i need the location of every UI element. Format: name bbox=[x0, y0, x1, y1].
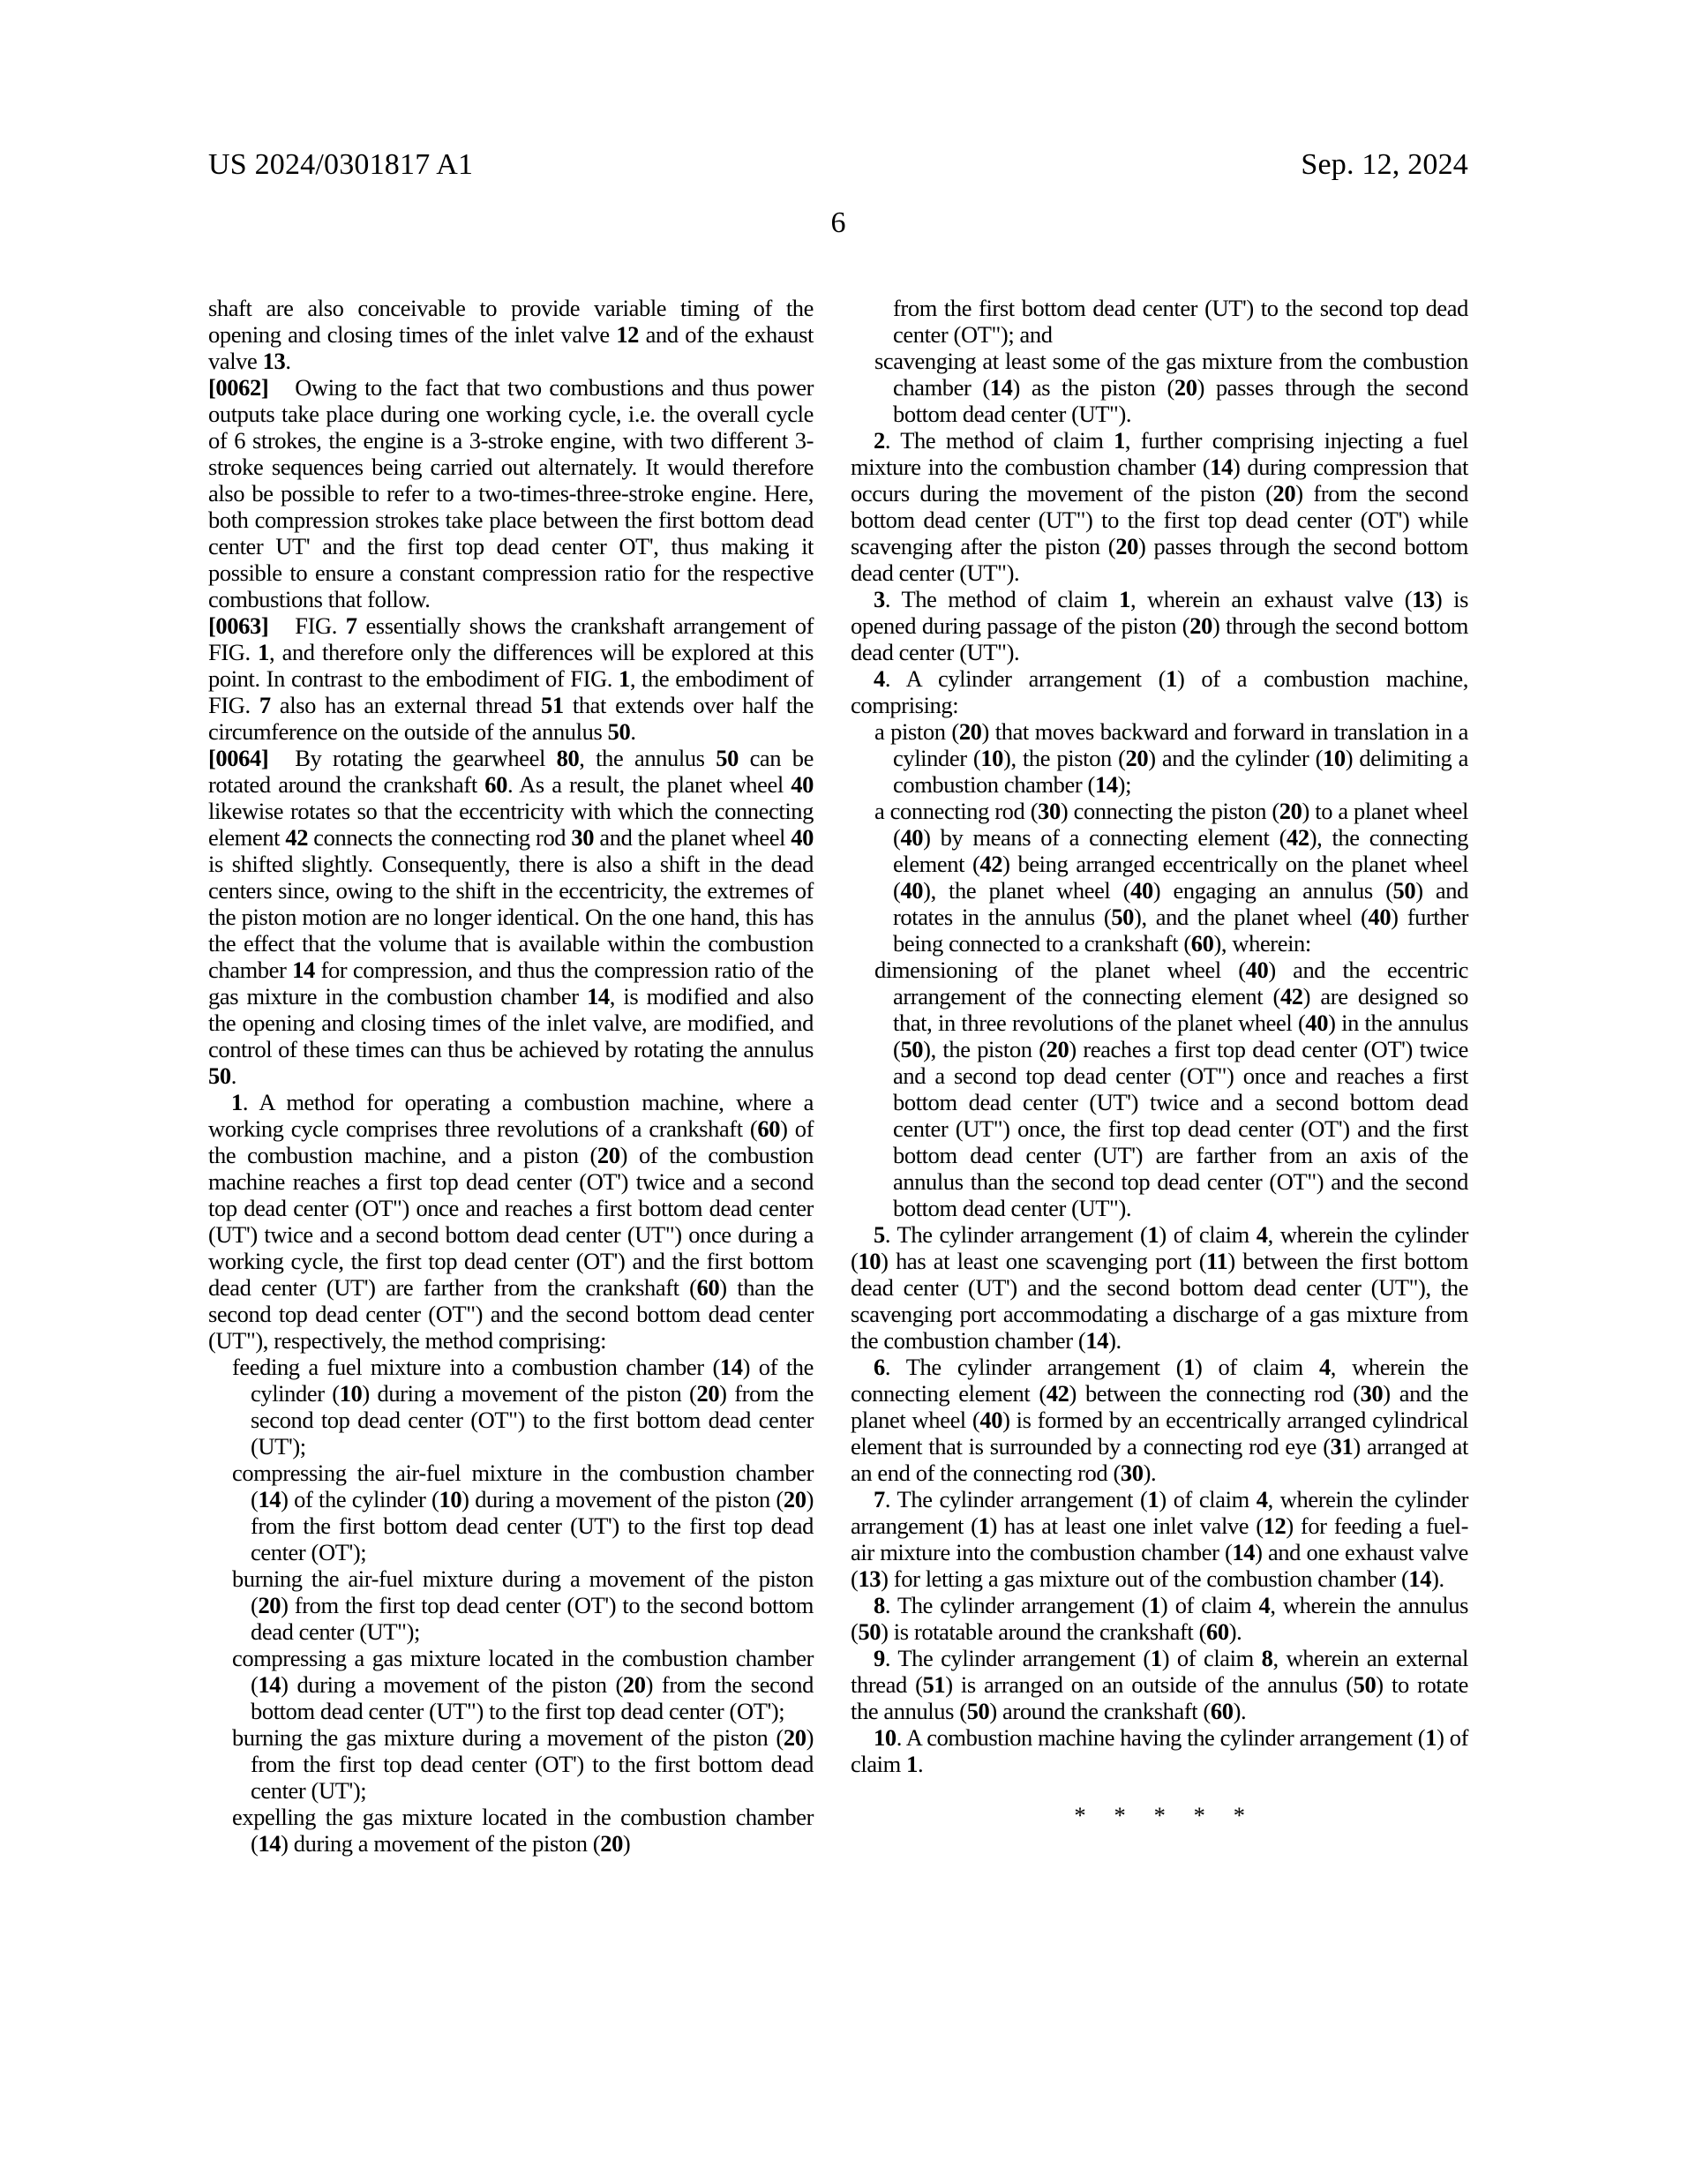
claim-clause: a connecting rod (30) connecting the piston (20) to a planet wheel (40) by means of a connecting element (42), the connecting element (42) being arranged eccentrically on the planet wheel (40), the planet wheel (40) engaging an annulus (50) and rotates in the annulus (50), and the planet wheel (40) further being connected to a crankshaft (60), wherein: bbox=[874, 798, 1468, 957]
publication-number: US 2024/0301817 A1 bbox=[208, 148, 474, 181]
right-column bbox=[851, 295, 1468, 1828]
claim-paragraph: 9. The cylinder arrangement (1) of claim 8, wherein an external thread (51) is arranged on an outside of the annulus (50) to rotate the annulus (50) around the crankshaft (60). bbox=[851, 1645, 1468, 1724]
body-paragraph: shaft are also conceivable to provide variable timing of the opening and closing times of the inlet valve 12 and of the exhaust valve 13. bbox=[208, 295, 814, 374]
claim-clause: from the first bottom dead center (UT') to the second top dead center (OT"); and bbox=[893, 295, 1468, 348]
paragraph-tag: [0063] bbox=[208, 612, 269, 639]
claim-paragraph: 8. The cylinder arrangement (1) of claim 4, wherein the annulus (50) is rotatable around the crankshaft (60). bbox=[851, 1592, 1468, 1645]
claim-paragraph: 10. A combustion machine having the cylinder arrangement (1) of claim 1. bbox=[851, 1724, 1468, 1777]
claim-clause: burning the gas mixture during a movement of the piston (20) from the first top dead center (OT') to the first bottom dead center (UT'); bbox=[232, 1724, 814, 1804]
numbered-paragraph: [0062] Owing to the fact that two combustions and thus power outputs take place during one working cycle, i.e. the overall cycle of 6 strokes, the engine is a 3-stroke engine, with two different 3-stroke sequences being carried out alternately. It would therefore also be possible to refer to a two-times-three-stroke engine. Here, both compression strokes take place between the first bottom dead center UT' and the first top dead center OT', thus making it possible to ensure a constant compression ratio for the respective combustions that follow. bbox=[208, 374, 814, 612]
claim-clause: scavenging at least some of the gas mixture from the combustion chamber (14) as the piston (20) passes through the second bottom dead center (UT"). bbox=[874, 348, 1469, 427]
claim-clause: expelling the gas mixture located in the combustion chamber (14) during a movement of the piston (20) bbox=[232, 1804, 814, 1857]
end-of-claims-marker: * * * * * bbox=[1074, 1802, 1245, 1828]
claim-clause: compressing a gas mixture located in the combustion chamber (14) during a movement of the piston (20) from the second bottom dead center (UT") to the first top dead center (OT'); bbox=[232, 1645, 814, 1724]
claim-clause: burning the air-fuel mixture during a movement of the piston (20) from the first top dead center (OT') to the second bottom dead center (UT"); bbox=[232, 1565, 814, 1645]
claim-clause: dimensioning of the planet wheel (40) and the eccentric arrangement of the connecting element (42) are designed so that, in three revolutions of the planet wheel (40) in the annulus (50), the piston (20) reaches a first top dead center (OT') twice and a second top dead center (OT") once and reaches a first bottom dead center (UT') twice and a second bottom dead center (UT") once, the first top dead center (OT') and the first bottom dead center (UT') are farther from an axis of the annulus than the second top dead center (OT") and the second bottom dead center (UT"). bbox=[874, 957, 1468, 1221]
page-header bbox=[208, 148, 1468, 182]
claim-paragraph: 4. A cylinder arrangement (1) of a combustion machine, comprising: bbox=[851, 665, 1469, 718]
page-number: 6 bbox=[830, 206, 846, 239]
claim-paragraph: 7. The cylinder arrangement (1) of claim 4, wherein the cylinder arrangement (1) has at least one inlet valve (12) for feeding a fuel-air mixture into the combustion chamber (14) and one exhaust valve (13) for letting a gas mixture out of the combustion chamber (14). bbox=[851, 1486, 1469, 1592]
paragraph-tag: [0064] bbox=[208, 745, 269, 771]
claim-paragraph: 6. The cylinder arrangement (1) of claim 4, wherein the connecting element (42) between the connecting rod (30) and the planet wheel (40) is formed by an eccentrically arranged cylindrical element that is surrounded by a connecting rod eye (31) arranged at an end of the connecting rod (30). bbox=[851, 1354, 1468, 1486]
numbered-paragraph: [0063] FIG. 7 essentially shows the crankshaft arrangement of FIG. 1, and therefore only the differences will be explored at this point. In contrast to the embodiment of FIG. 1, the embodiment of FIG. 7 also has an external thread 51 that extends over half the circumference on the outside of the annulus 50. bbox=[208, 612, 814, 745]
claim-clause: feeding a fuel mixture into a combustion chamber (14) of the cylinder (10) during a movement of the piston (20) from the second top dead center (OT") to the first bottom dead center (UT'); bbox=[232, 1354, 814, 1460]
claim-clause: a piston (20) that moves backward and forward in translation in a cylinder (10), the piston (20) and the cylinder (10) delimiting a combustion chamber (14); bbox=[874, 718, 1468, 798]
claim-clause: compressing the air-fuel mixture in the combustion chamber (14) of the cylinder (10) during a movement of the piston (20) from the first bottom dead center (UT') to the first top dead center (OT'); bbox=[232, 1460, 814, 1565]
paragraph-tag: [0062] bbox=[208, 374, 269, 401]
numbered-paragraph: [0064] By rotating the gearwheel 80, the annulus 50 can be rotated around the crankshaft 60. As a result, the planet wheel 40 likewise rotates so that the eccentricity with which the connecting element 42 connects the connecting rod 30 and the planet wheel 40 is shifted slightly. Consequently, there is also a shift in the dead centers since, owing to the shift in the eccentricity, the extremes of the piston motion are no longer identical. On the one hand, this has the effect that the volume that is available within the combustion chamber 14 for compression, and thus the compression ratio of the gas mixture in the combustion chamber 14, is modified and also the opening and closing times of the inlet valve, are modified, and control of these times can thus be achieved by rotating the annulus 50. bbox=[208, 745, 814, 1089]
claim-paragraph: 2. The method of claim 1, further comprising injecting a fuel mixture into the combustion chamber (14) during compression that occurs during the movement of the piston (20) from the second bottom dead center (UT") to the first top dead center (OT') while scavenging after the piston (20) passes through the second bottom dead center (UT"). bbox=[851, 427, 1469, 586]
claim-paragraph: 1. A method for operating a combustion machine, where a working cycle comprises three revolutions of a crankshaft (60) of the combustion machine, and a piston (20) of the combustion machine reaches a first top dead center (OT') twice and a second top dead center (OT") once and reaches a first bottom dead center (UT') twice and a second bottom dead center (UT") once during a working cycle, the first top dead center (OT') and the first bottom dead center (UT') are farther from the crankshaft (60) than the second top dead center (OT") and the second bottom dead center (UT"), respectively, the method comprising: bbox=[208, 1089, 814, 1354]
claim-paragraph: 5. The cylinder arrangement (1) of claim 4, wherein the cylinder (10) has at least one scavenging port (11) between the first bottom dead center (UT') and the second bottom dead center (UT"), the scavenging port accommodating a discharge of a gas mixture from the combustion chamber (14). bbox=[851, 1221, 1469, 1354]
publication-date: Sep. 12, 2024 bbox=[1301, 148, 1468, 181]
left-column bbox=[208, 295, 814, 1857]
claim-paragraph: 3. The method of claim 1, wherein an exhaust valve (13) is opened during passage of the piston (20) through the second bottom dead center (UT"). bbox=[851, 586, 1469, 665]
